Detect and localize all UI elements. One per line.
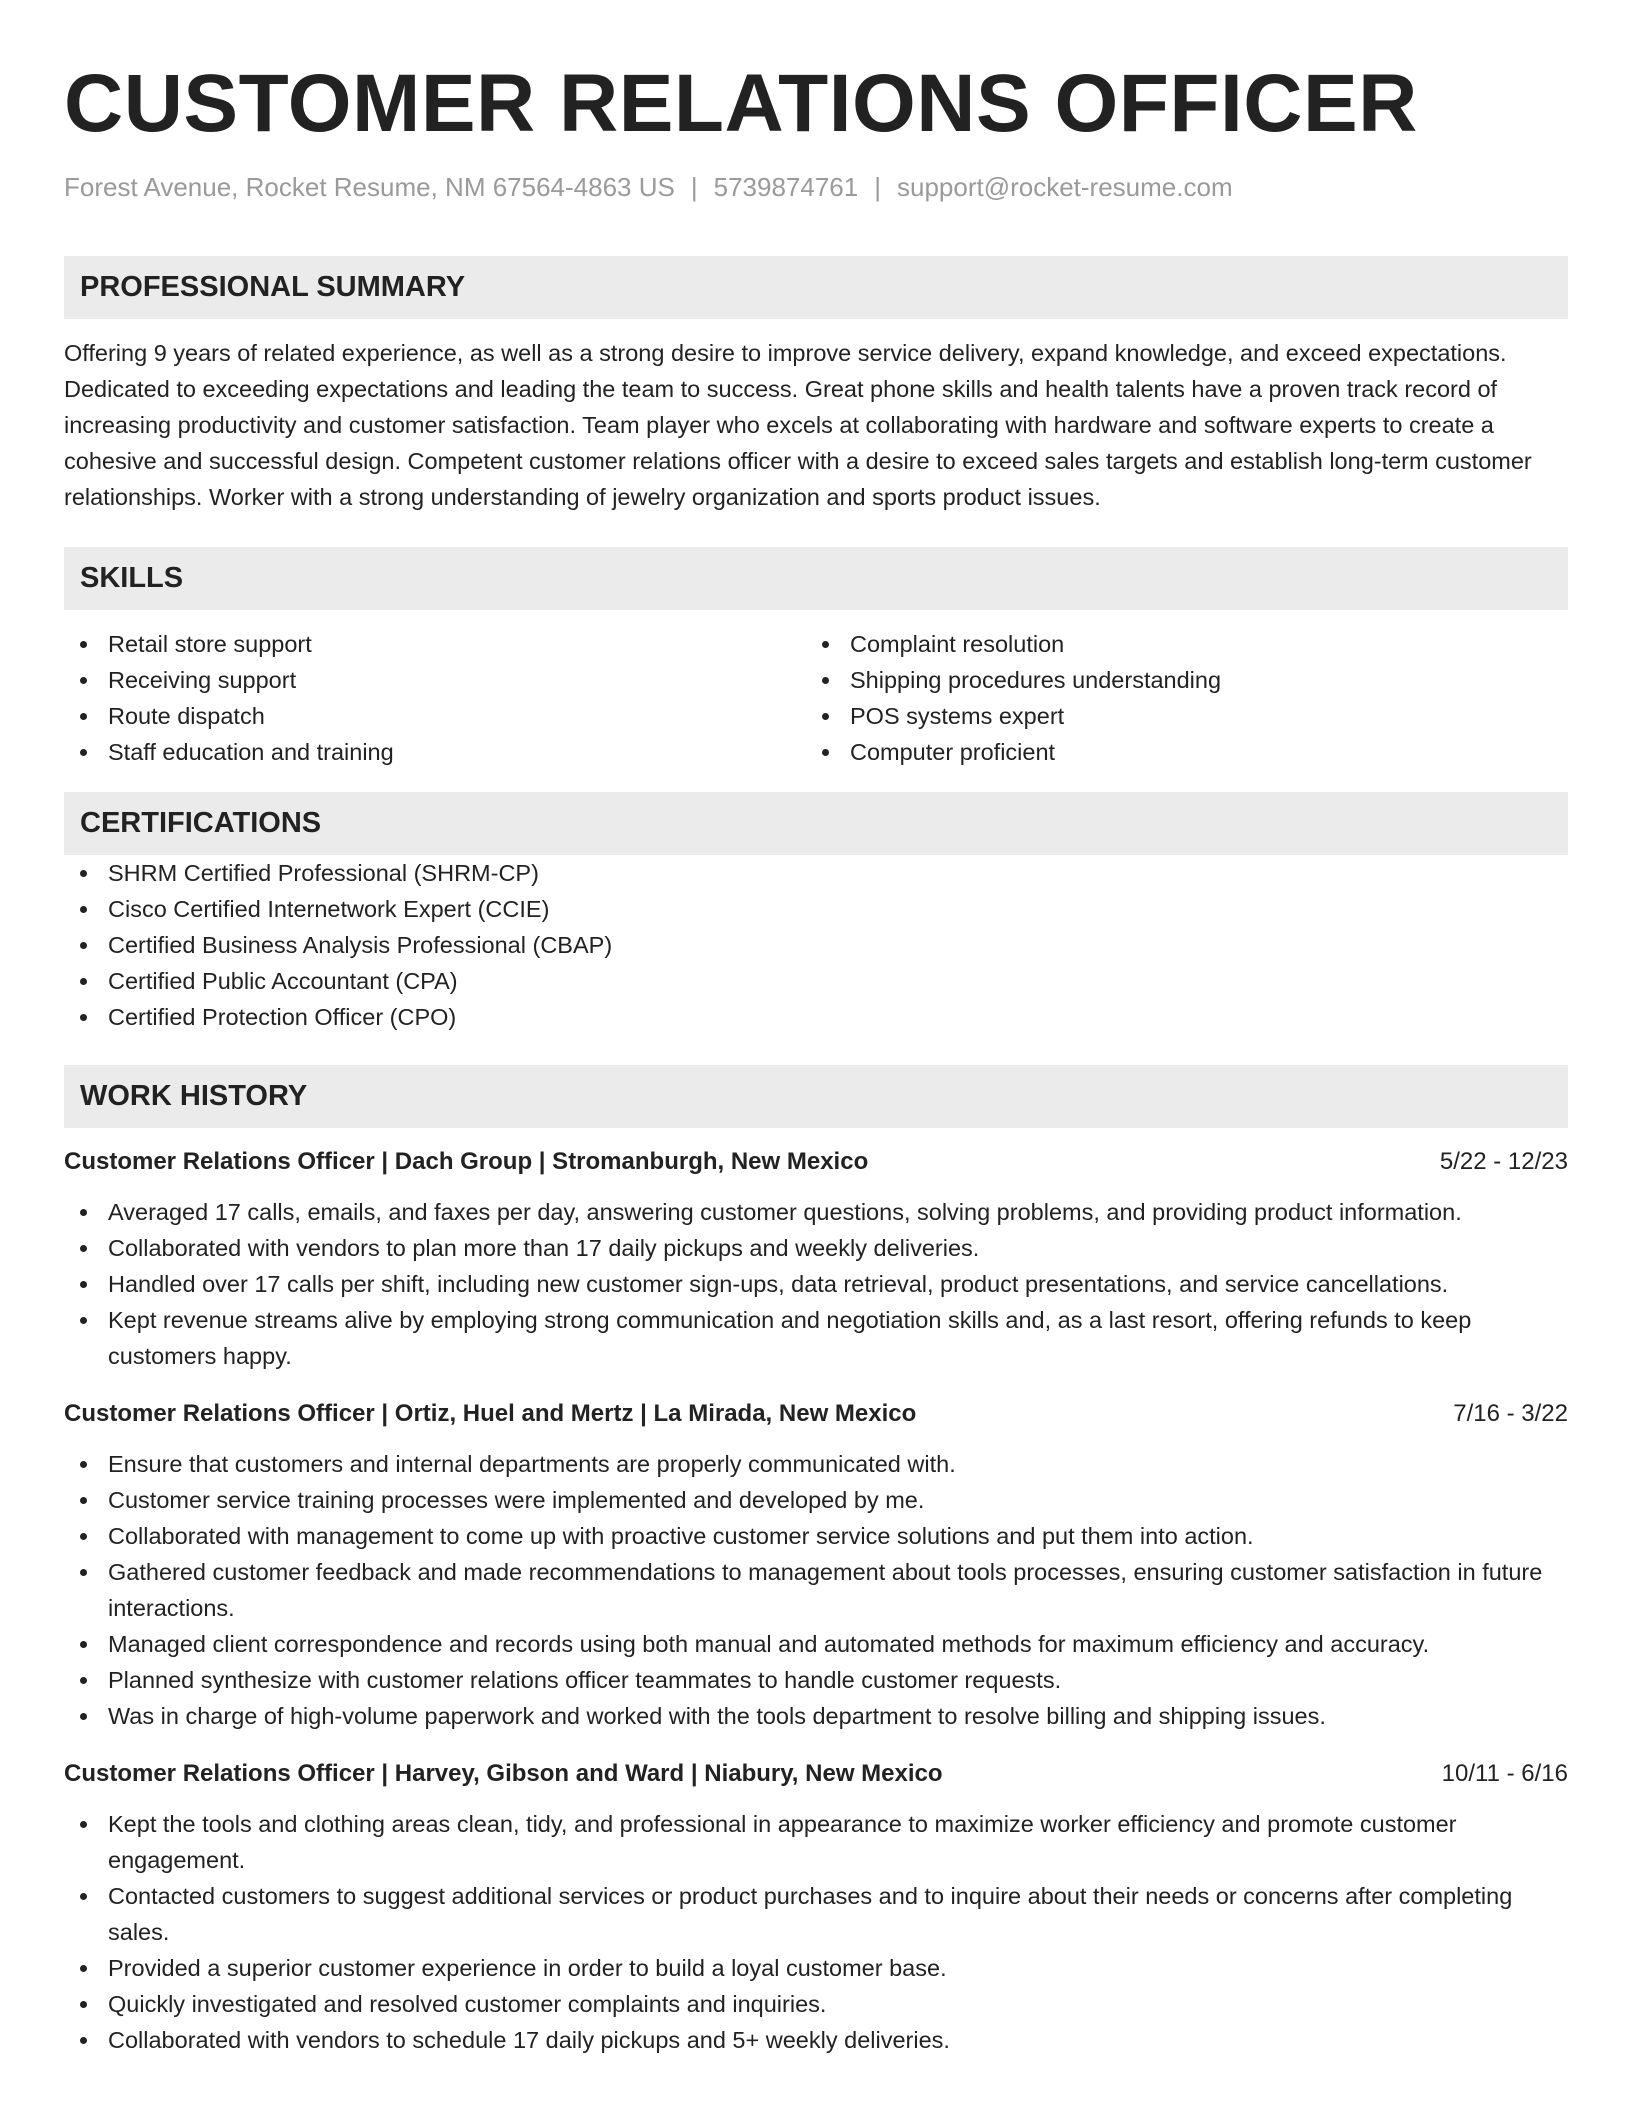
job-entry bbox=[64, 1756, 1568, 2058]
job-bullet: Kept the tools and clothing areas clean, tidy, and professional in appearance to maximize worker efficiency and promote customer engagement. bbox=[64, 1806, 1568, 1878]
job-title: Customer Relations Officer | Dach Group | Stromanburgh, New Mexico bbox=[64, 1148, 869, 1175]
job-title: Customer Relations Officer | Harvey, Gibson and Ward | Niabury, New Mexico bbox=[64, 1760, 943, 1787]
job-bullet: Customer service training processes were implemented and developed by me. bbox=[64, 1482, 1568, 1518]
skill-item: Computer proficient bbox=[806, 734, 1548, 770]
skill-item: Staff education and training bbox=[64, 734, 806, 770]
job-header bbox=[64, 1756, 1568, 1792]
certification-item: Certified Protection Officer (CPO) bbox=[64, 999, 1568, 1035]
job-bullet: Managed client correspondence and records using both manual and automated methods for maximum efficiency and accuracy. bbox=[64, 1626, 1568, 1662]
job-entry bbox=[64, 1396, 1568, 1734]
skill-item: Shipping procedures understanding bbox=[806, 662, 1548, 698]
job-bullet: Collaborated with vendors to schedule 17 daily pickups and 5+ weekly deliveries. bbox=[64, 2022, 1568, 2058]
skill-item: Route dispatch bbox=[64, 698, 806, 734]
skill-item: Retail store support bbox=[64, 626, 806, 662]
job-bullet: Averaged 17 calls, emails, and faxes per day, answering customer questions, solving problems, and providing product information. bbox=[64, 1194, 1568, 1230]
certifications-list bbox=[64, 855, 1568, 1035]
job-bullet: Quickly investigated and resolved customer complaints and inquiries. bbox=[64, 1986, 1568, 2022]
job-bullet: Was in charge of high-volume paperwork and worked with the tools department to resolve billing and shipping issues. bbox=[64, 1698, 1568, 1734]
job-title: Customer Relations Officer | Ortiz, Huel and Mertz | La Mirada, New Mexico bbox=[64, 1400, 917, 1427]
contact-separator: | bbox=[690, 172, 698, 202]
job-bullets bbox=[64, 1446, 1568, 1734]
section-heading-certifications: CERTIFICATIONS bbox=[64, 792, 1568, 855]
job-header bbox=[64, 1144, 1568, 1180]
job-dates: 7/16 - 3/22 bbox=[1453, 1400, 1568, 1427]
job-bullet: Collaborated with vendors to plan more than 17 daily pickups and weekly deliveries. bbox=[64, 1230, 1568, 1266]
contact-line bbox=[64, 170, 1568, 204]
section-heading-work-history: WORK HISTORY bbox=[64, 1065, 1568, 1128]
job-header bbox=[64, 1396, 1568, 1432]
job-bullet: Ensure that customers and internal departments are properly communicated with. bbox=[64, 1446, 1568, 1482]
contact-separator: | bbox=[874, 172, 881, 202]
certification-item: Certified Public Accountant (CPA) bbox=[64, 963, 1568, 999]
job-dates: 10/11 - 6/16 bbox=[1441, 1760, 1568, 1787]
skill-item: POS systems expert bbox=[806, 698, 1548, 734]
address: Forest Avenue, Rocket Resume, NM 67564-4863 US bbox=[64, 172, 675, 202]
summary-text: Offering 9 years of related experience, as well as a strong desire to improve service delivery, expand knowledge, and exceed expectations. Dedicated to exceeding expectations and leading the team to success. Great phone skills and health talents have a proven track record of increasing productivity and customer satisfaction. Team player who excels at collaborating with hardware and software experts to create a cohesive and successful design. Competent customer relations officer with a desire to exceed sales targets and establish long-term customer relationships. Worker with a strong understanding of jewelry organization and sports product issues. bbox=[64, 340, 1532, 510]
job-bullet: Contacted customers to suggest additional services or product purchases and to inquire about their needs or concerns after completing sales. bbox=[64, 1878, 1568, 1950]
skill-item: Receiving support bbox=[64, 662, 806, 698]
email-link[interactable]: support@rocket-resume.com bbox=[896, 172, 1233, 202]
skills-column-right bbox=[806, 626, 1548, 770]
job-bullet: Gathered customer feedback and made recommendations to management about tools processes, ensuring customer satisfaction in future interactions. bbox=[64, 1554, 1568, 1626]
section-heading-skills: SKILLS bbox=[64, 547, 1568, 610]
job-dates: 5/22 - 12/23 bbox=[1439, 1148, 1568, 1175]
certification-item: Cisco Certified Internetwork Expert (CCIE) bbox=[64, 891, 1568, 927]
skills-list bbox=[64, 626, 1568, 770]
job-bullet: Provided a superior customer experience in order to build a loyal customer base. bbox=[64, 1950, 1568, 1986]
section-heading-summary: PROFESSIONAL SUMMARY bbox=[64, 256, 1568, 319]
phone: 5739874761 bbox=[713, 172, 859, 202]
job-bullet: Handled over 17 calls per shift, including new customer sign-ups, data retrieval, product presentations, and service cancellations. bbox=[64, 1266, 1568, 1302]
skills-column-left bbox=[64, 626, 806, 770]
candidate-title: CUSTOMER RELATIONS OFFICER bbox=[64, 58, 1418, 149]
job-bullet: Kept revenue streams alive by employing strong communication and negotiation skills and, as a last resort, offering refunds to keep customers happy. bbox=[64, 1302, 1568, 1374]
job-bullets bbox=[64, 1194, 1568, 1374]
resume-page bbox=[64, 56, 1568, 2058]
job-bullet: Planned synthesize with customer relations officer teammates to handle customer requests. bbox=[64, 1662, 1568, 1698]
job-bullets bbox=[64, 1806, 1568, 2058]
job-entry bbox=[64, 1144, 1568, 1374]
certification-item: Certified Business Analysis Professional (CBAP) bbox=[64, 927, 1568, 963]
job-bullet: Collaborated with management to come up with proactive customer service solutions and put them into action. bbox=[64, 1518, 1568, 1554]
skill-item: Complaint resolution bbox=[806, 626, 1548, 662]
certification-item: SHRM Certified Professional (SHRM-CP) bbox=[64, 855, 1568, 891]
